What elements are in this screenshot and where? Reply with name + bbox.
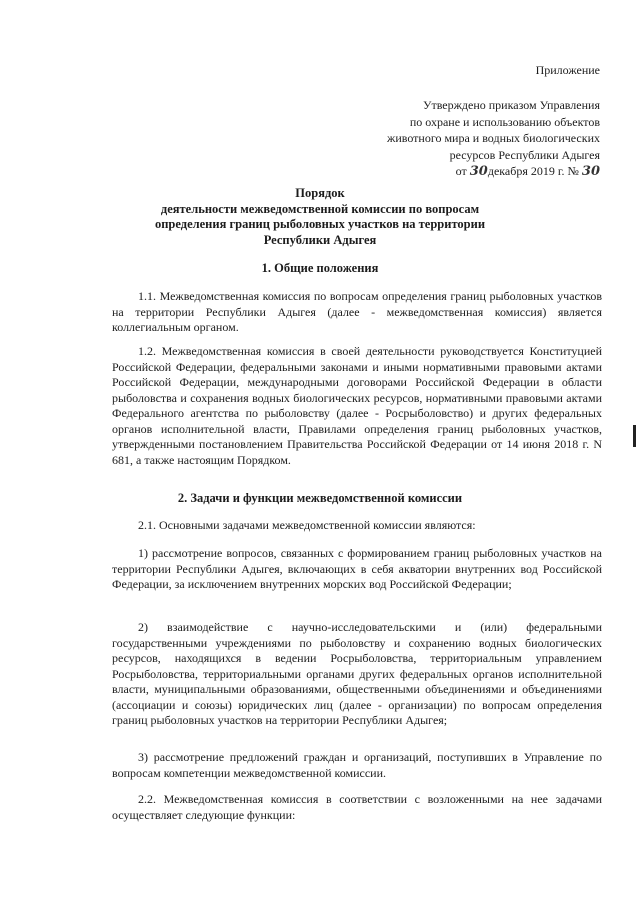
paragraph: 2.1. Основными задачами межведомственной комиссии являются: [138, 518, 476, 532]
handwritten-day: 30 [469, 164, 488, 179]
date-middle: декабря 2019 г. № [487, 164, 579, 178]
approval-line: животного мира и водных биологических [387, 131, 600, 145]
list-item: 3) рассмотрение предложений граждан и организаций, поступивших в Управление по вопросам компетенции межведомственной комиссии. [112, 750, 602, 780]
approval-line: ресурсов Республики Адыгея [449, 147, 600, 162]
approval-block [300, 97, 600, 181]
section-heading: 2. Задачи и функции межведомственной комиссии [177, 491, 463, 505]
paragraph: 2.2. Межведомственная комиссия в соответствии с возложенными на нее задачами осуществляет следующие функции: [112, 792, 602, 822]
handwritten-order-number: 30 [581, 164, 600, 179]
date-prefix: от [455, 164, 467, 178]
title-line: Порядок [295, 186, 345, 200]
approval-line: Утверждено приказом Управления [422, 98, 600, 112]
list-item: 2) взаимодействие с научно-исследовательскими и (или) федеральными государственными учреждениями по рыболовству и сохранению водных биологических ресурсов, находящихся в ведении Росрыболовства, территориальным управлением Росрыболовства, территориальными органами других федеральных органов исполнительной власти, муниципальными образованиями, общественными объединениями и объединениями (ассоциации и союзы) юридических лиц (далее - организации) по вопросам определения границ рыболовных участков на территории Республики Адыгея; [112, 620, 602, 727]
title-line: определения границ рыболовных участков на территории [154, 217, 486, 231]
approval-date-line [300, 163, 600, 181]
title-line: деятельности межведомственной комиссии по вопросам [160, 201, 480, 216]
title-line: Республики Адыгея [263, 232, 377, 247]
document-title [110, 186, 530, 248]
paragraph: 1.1. Межведомственная комиссия по вопросам определения границ рыболовных участков на территории Республики Адыгея (далее - межведомственная комиссия) является коллегиальным органом. [112, 289, 602, 334]
section-heading: 1. Общие положения [261, 261, 379, 275]
list-item: 1) рассмотрение вопросов, связанных с формированием границ рыболовных участков на территории Республики Адыгея, включающих в себя акватории внутренних вод Российской Федерации, за исключением внутренних морских вод Российской Федерации; [112, 546, 602, 591]
attachment-label: Приложение [535, 63, 600, 77]
paragraph: 1.2. Межведомственная комиссия в своей деятельности руководствуется Конституцией Российской Федерации, федеральными законами и иными нормативными правовыми актами Российской Федерации, международными договорами Российской Федерации в области рыболовства и сохранения водных биологических ресурсов, нормативными правовыми актами Федерального агентства по рыболовству (далее - Росрыболовство) и других федеральных органов исполнительной власти, Правилами определения границ рыболовных участков, утвержденными постановлением Правительства Российской Федерации от 14 июня 2018 г. N 681, а также настоящим Порядком. [112, 344, 602, 467]
approval-line: по охране и использованию объектов [409, 114, 600, 129]
